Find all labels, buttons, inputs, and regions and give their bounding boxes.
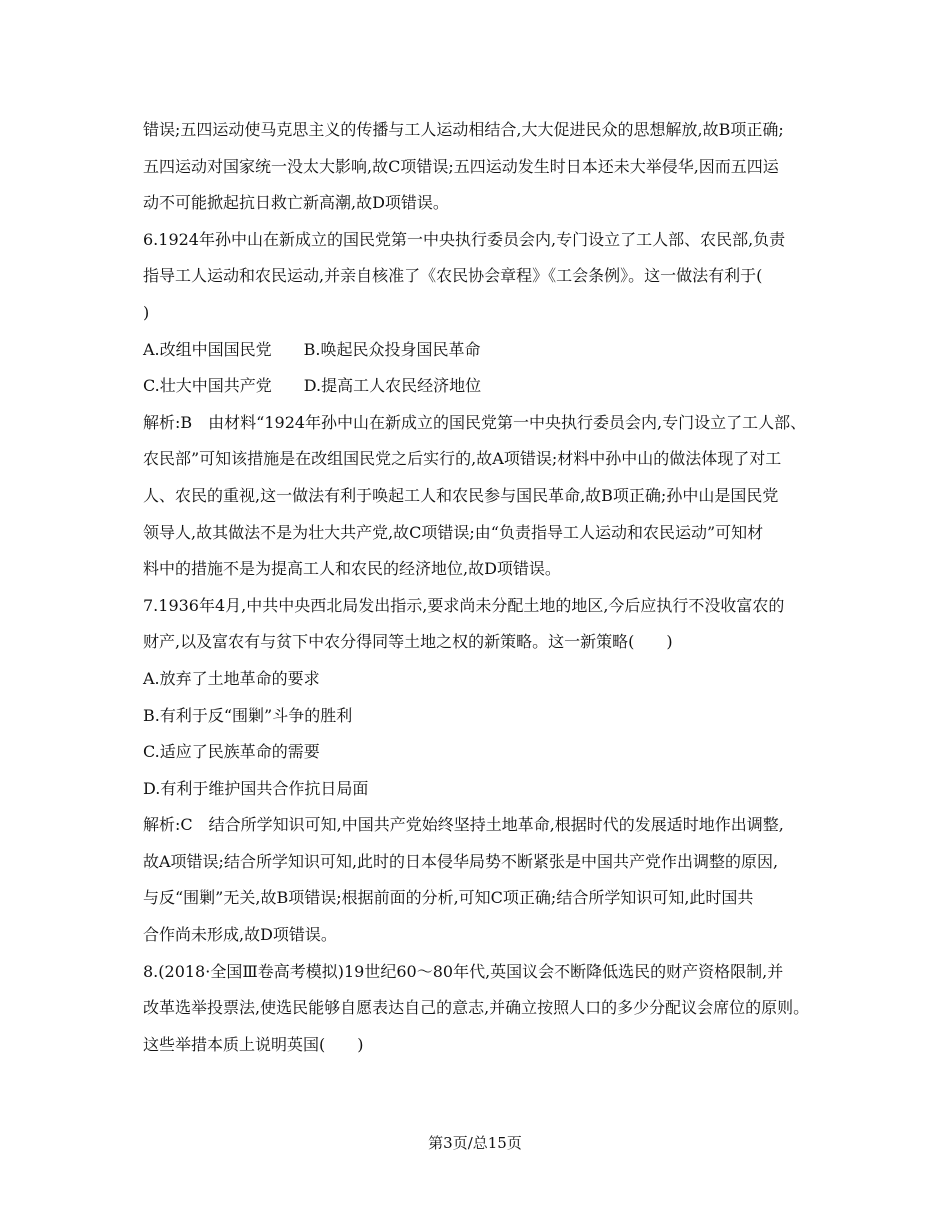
question-7-option-c: C.适应了民族革命的需要: [143, 742, 320, 762]
question-6-options: C.壮大中国共产党 D.提高工人农民经济地位: [143, 376, 482, 396]
question-7-option-d: D.有利于维护国共合作抗日局面: [143, 778, 369, 798]
question-7-analysis: 合作尚未形成,故D项错误。: [143, 925, 337, 945]
question-7-option-b: B.有利于反“围剿”斗争的胜利: [143, 705, 353, 725]
text-line: 动不可能掀起抗日救亡新高潮,故D项错误。: [143, 193, 449, 213]
text-line: 错误;五四运动使马克思主义的传播与工人运动相结合,大大促进民众的思想解放,故B项正确;: [143, 120, 784, 139]
question-7-analysis: 故A项错误;结合所学知识可知,此时的日本侵华局势不断紧张是中国共产党作出调整的原因,: [143, 851, 779, 871]
document-body: [143, 112, 815, 1063]
question-7-stem: 财产,以及富农有与贫下中农分得同等土地之权的新策略。这一新策略( ): [143, 632, 673, 652]
question-8-stem: 8.(2018·全国Ⅲ卷高考模拟)19世纪60～80年代,英国议会不断降低选民的财产资格限制,并: [143, 961, 784, 981]
question-7-analysis: 与反“围剿”无关,故B项错误;根据前面的分析,可知C项正确;结合所学知识可知,此时国共: [143, 888, 754, 908]
question-7-stem: 7.1936年4月,中共中央西北局发出指示,要求尚未分配土地的地区,今后应执行不没收富农的: [143, 595, 785, 615]
question-7-option-a: A.放弃了土地革命的要求: [143, 668, 320, 688]
question-6-analysis: 人、农民的重视,这一做法有利于唤起工人和农民参与国民革命,故B项正确;孙中山是国民党: [143, 485, 779, 505]
question-6-stem: ): [143, 302, 150, 322]
text-line: 五四运动对国家统一没太大影响,故C项错误;五四运动发生时日本还未大举侵华,因而五四运: [143, 156, 779, 176]
question-8-stem: 改革选举投票法,使选民能够自愿表达自己的意志,并确立按照人口的多少分配议会席位的原则。: [143, 998, 810, 1018]
question-6-stem: 6.1924年孙中山在新成立的国民党第一中央执行委员会内,专门设立了工人部、农民部,负责: [143, 229, 786, 249]
question-6-analysis: 料中的措施不是为提高工人和农民的经济地位,故D项错误。: [143, 559, 561, 579]
question-6-stem: 指导工人运动和农民运动,并亲自核准了《农民协会章程》《工会条例》。这一做法有利于(: [143, 266, 763, 286]
question-6-analysis: 农民部”可知该措施是在改组国民党之后实行的,故A项错误;材料中孙中山的做法体现了对工: [143, 449, 782, 469]
question-6-options: A.改组中国国民党 B.唤起民众投身国民革命: [143, 339, 481, 359]
question-8-stem: 这些举措本质上说明英国( ): [143, 1034, 364, 1054]
page-number-footer: 第3页/总15页: [428, 1134, 522, 1152]
question-6-analysis: 领导人,故其做法不是为壮大共产党,故C项错误;由“负责指导工人运动和农民运动”可知材: [143, 522, 764, 542]
question-7-analysis: 解析:C 结合所学知识可知,中国共产党始终坚持土地革命,根据时代的发展适时地作出调整,: [143, 815, 784, 835]
question-6-analysis: 解析:B 由材料“1924年孙中山在新成立的国民党第一中央执行委员会内,专门设立了工人部、: [143, 412, 807, 432]
